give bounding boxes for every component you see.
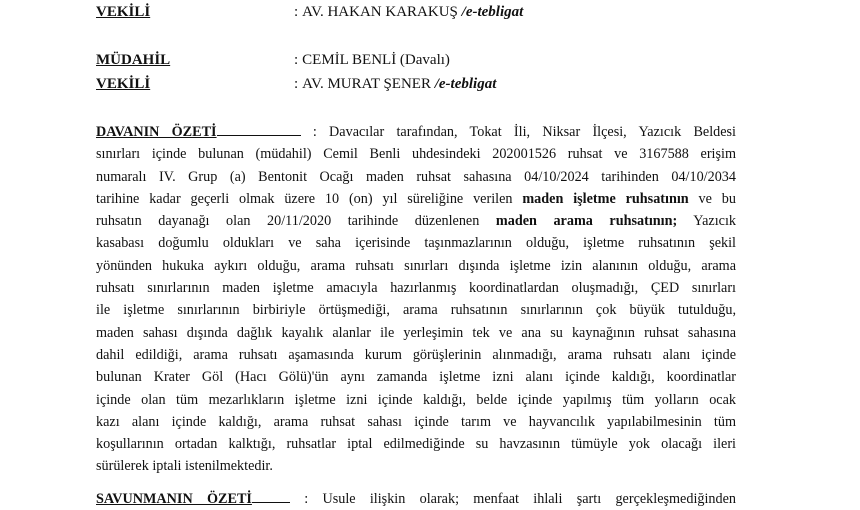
attorney-name: AV. HAKAN KARAKUŞ bbox=[302, 4, 458, 20]
summary-line bbox=[96, 210, 736, 232]
summary-line: numaralı IV. Grup (a) Bentonit Ocağı maden ruhsat sahasına 04/10/2024 tarihinden 04/10/2034 bbox=[96, 168, 736, 185]
summary-text: : Davacılar tarafından, Tokat İli, Niksar İlçesi, Yazıcık Beldesi bbox=[312, 124, 737, 140]
intervenor-name: CEMİL BENLİ (Davalı) bbox=[302, 52, 450, 68]
summary-line: kasabası doğumlu oldukları ve saha içerisinde taşınmazlarının olduğu, işletme ruhsatının şekil bbox=[96, 235, 736, 252]
defense-text: : Usule ilişkin olarak; menfaat ihlali şartı gerçekleşmediğinden bbox=[304, 491, 736, 507]
summary-line: dahil edildiği, arama ruhsatı aşamasında kurum görüşlerinin alınmadığı, arama ruhsatı alanı içinde bbox=[96, 346, 736, 363]
summary-line: içinde olan tüm mezarlıkların işletme izni içinde kaldığı, belde içinde yapılmış tüm yolların ocak bbox=[96, 391, 736, 408]
vekil-row-2 bbox=[96, 75, 496, 93]
summary-line: koşullarının ortadan kalktığı, ruhsatlar iptal edilmediğinde su havzasının tümüyle yok olacağı ileri bbox=[96, 436, 736, 453]
separator: : bbox=[294, 76, 299, 92]
bold-term: maden işletme ruhsatının bbox=[522, 190, 689, 207]
heading-underline bbox=[217, 121, 301, 136]
summary-text: tarihine kadar geçerli olmak üzere 10 (on) yıl süreliğine verilen bbox=[96, 190, 513, 207]
case-summary-heading: DAVANIN ÖZETİ bbox=[96, 124, 217, 140]
vekil-label: VEKİLİ bbox=[96, 76, 151, 92]
defense-line bbox=[96, 488, 736, 510]
summary-text: ruhsatın dayanağı olan 20/11/2020 tarihinde düzenlenen bbox=[96, 213, 480, 230]
defense-summary bbox=[96, 488, 736, 510]
e-tebligat-tag: /e-tebligat bbox=[434, 76, 497, 92]
summary-line: sınırları içinde bulunan (müdahil) Cemil Benli uhdesindeki 202001526 ruhsat ve 3167588 erişim bbox=[96, 146, 736, 163]
mudahil-row bbox=[96, 51, 450, 69]
bold-term: maden arama ruhsatının; bbox=[495, 213, 678, 230]
mudahil-label: MÜDAHİL bbox=[96, 52, 171, 68]
summary-line bbox=[96, 121, 736, 143]
vekil-label: VEKİLİ bbox=[96, 4, 151, 20]
attorney-name: AV. MURAT ŞENER bbox=[302, 76, 431, 92]
summary-text: Yazıcık bbox=[693, 213, 736, 230]
vekil-row-1 bbox=[96, 3, 523, 21]
summary-line bbox=[96, 188, 736, 210]
summary-line: sürülerek iptali istenilmektedir. bbox=[96, 458, 273, 475]
summary-text: ve bu bbox=[698, 190, 736, 207]
separator: : bbox=[294, 52, 299, 68]
separator: : bbox=[294, 4, 299, 20]
summary-line: maden sahası dışında dağlık kayalık alanlar ile yerleşimin tek ve ana su kaynağının ruhsat sahasına bbox=[96, 324, 736, 341]
summary-line: bulunan Krater Göl (Hacı Gölü)'ün aynı zamanda işletme izni alanı içinde kaldığı, koordinatlar bbox=[96, 369, 736, 386]
e-tebligat-tag: /e-tebligat bbox=[461, 4, 524, 20]
summary-line: ruhsatı sınırlarının maden işletme amacıyla hazırlanmış koordinatlardan oluşmadığı, ÇED sınırları bbox=[96, 280, 736, 297]
defense-summary-heading: SAVUNMANIN ÖZETİ bbox=[96, 491, 252, 507]
case-summary bbox=[96, 121, 736, 478]
heading-underline bbox=[252, 488, 290, 503]
summary-line: yönünden hukuka aykırı olduğu, arama ruhsatı sınırları dışında işletme izin alanının olduğu, arama bbox=[96, 257, 736, 274]
summary-line: kazı alanı içinde kaldığı, arama ruhsat sahası içinde tarım ve hayvancılık yapılabilmesinin tüm bbox=[96, 413, 736, 430]
summary-line: ile işletme sınırlarının birbiriyle örtüşmediği, arama ruhsatının sınırlarının çok büyük tutulduğu, bbox=[96, 302, 736, 319]
